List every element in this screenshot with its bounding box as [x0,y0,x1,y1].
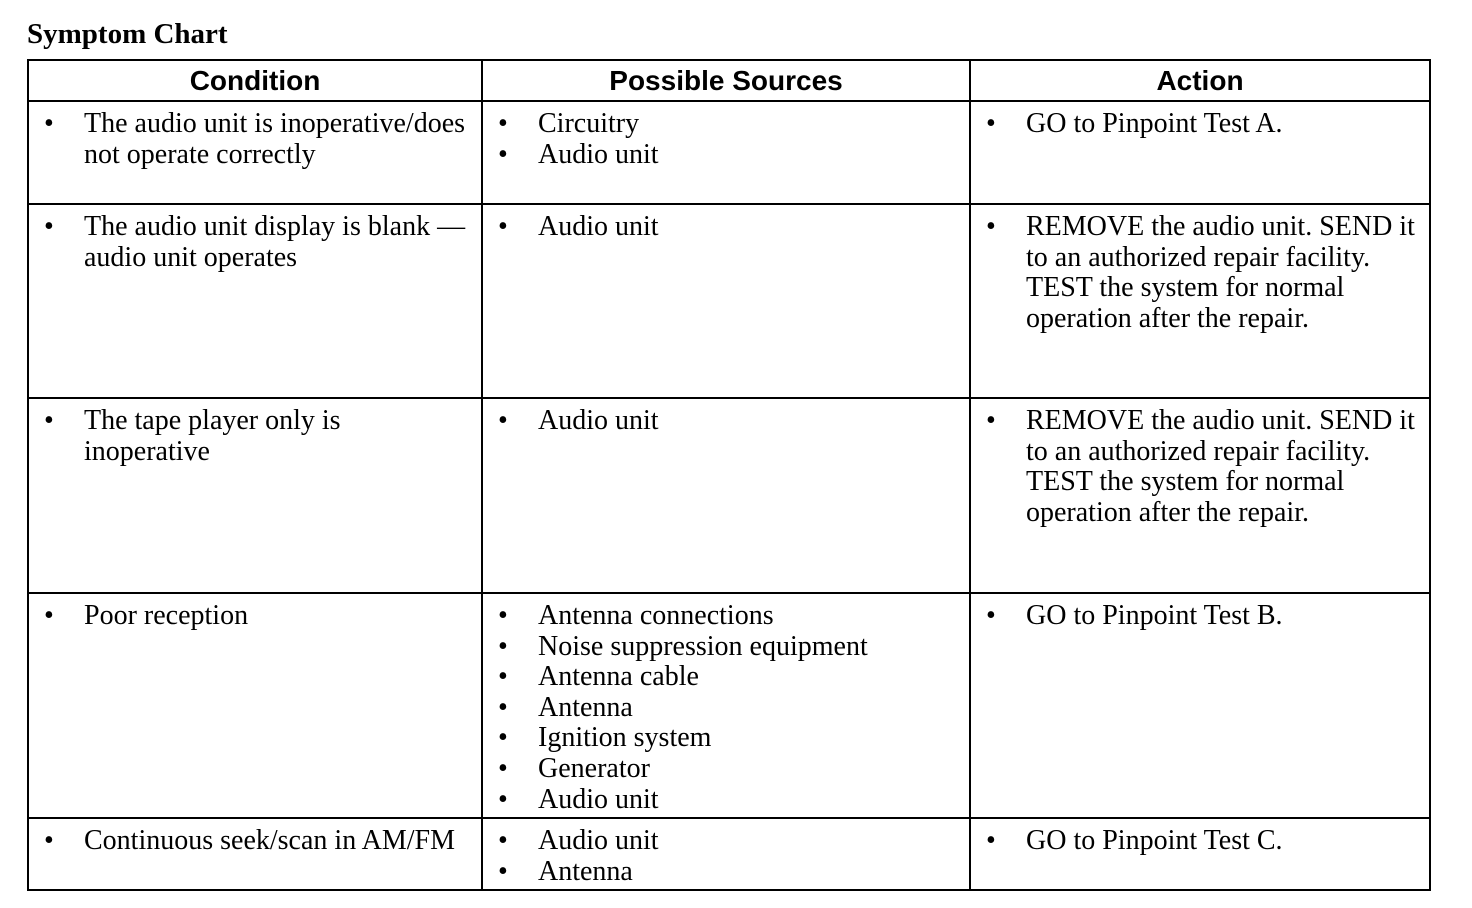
list-item-text: REMOVE the audio unit. SEND it to an authorized repair facility. TEST the system for normal operation after the repair. [1026,211,1415,334]
bullet-icon: • [498,600,508,631]
bullet-list [29,205,481,273]
list-item-text: Circuitry [538,108,640,139]
condition-cell [28,101,482,204]
possible-sources-cell [482,204,970,398]
bullet-icon: • [498,691,508,723]
condition-cell [28,204,482,398]
bullet-icon: • [986,600,996,631]
action-cell [970,593,1430,818]
bullet-icon: • [986,825,996,856]
symptom-table [27,59,1431,891]
action-cell [970,101,1430,204]
list-item [29,826,481,857]
bullet-icon: • [44,825,54,856]
list-item [971,601,1429,632]
bullet-icon: • [498,661,508,693]
bullet-list [971,205,1429,334]
bullet-icon: • [498,211,508,242]
list-item-text: Poor reception [84,600,249,631]
bullet-icon: • [498,752,508,784]
bullet-list [971,399,1429,528]
bullet-icon: • [498,138,508,170]
condition-cell [28,593,482,818]
bullet-icon: • [498,108,508,139]
list-item-text: Noise suppression equipment [538,630,868,662]
list-item [483,693,969,724]
list-item-text: The tape player only is inoperative [84,405,341,467]
list-item-text: Antenna [538,691,633,723]
table-row [28,398,1430,593]
bullet-icon: • [986,108,996,139]
bullet-list [971,819,1429,857]
table-row [28,818,1430,890]
column-header-possible-sources: Possible Sources [482,60,970,101]
bullet-list [29,399,481,467]
list-item [971,109,1429,140]
bullet-icon: • [498,855,508,887]
bullet-list [483,102,969,170]
list-item [483,140,969,171]
list-item [971,826,1429,857]
list-item [483,406,969,437]
list-item-text: Ignition system [538,722,712,754]
possible-sources-cell [482,101,970,204]
list-item-text: GO to Pinpoint Test A. [1026,108,1283,139]
list-item-text: REMOVE the audio unit. SEND it to an authorized repair facility. TEST the system for normal operation after the repair. [1026,405,1415,528]
list-item [483,632,969,663]
bullet-list [483,594,969,815]
bullet-icon: • [986,405,996,436]
list-item-text: Audio unit [538,138,659,170]
bullet-icon: • [498,783,508,815]
bullet-list [483,399,969,437]
bullet-list [483,205,969,243]
possible-sources-cell [482,818,970,890]
condition-cell [28,818,482,890]
bullet-icon: • [498,825,508,856]
list-item-text: Audio unit [538,211,659,242]
bullet-list [29,102,481,170]
list-item [483,785,969,816]
condition-cell [28,398,482,593]
list-item [971,212,1429,334]
list-item-text: Audio unit [538,783,659,815]
list-item [29,406,481,467]
list-item-text: Antenna connections [538,600,774,631]
list-item-text: Audio unit [538,405,659,436]
action-cell [970,398,1430,593]
action-cell [970,818,1430,890]
bullet-list [29,594,481,632]
table-row [28,593,1430,818]
bullet-list [29,819,481,857]
bullet-icon: • [44,108,54,139]
column-header-condition: Condition [28,60,482,101]
list-item-text: Generator [538,752,650,784]
header-row [28,60,1430,101]
possible-sources-cell [482,398,970,593]
list-item [483,109,969,140]
list-item-text: The audio unit display is blank — audio unit operates [84,211,466,273]
list-item-text: Audio unit [538,825,659,856]
list-item [483,601,969,632]
list-item [29,212,481,273]
list-item [483,212,969,243]
list-item [483,857,969,888]
possible-sources-cell [482,593,970,818]
list-item [29,109,481,170]
page-title: Symptom Chart [27,18,228,50]
list-item [29,601,481,632]
bullet-icon: • [986,211,996,242]
list-item-text: Antenna cable [538,661,699,693]
bullet-list [971,102,1429,140]
action-cell [970,204,1430,398]
bullet-icon: • [498,405,508,436]
table-row [28,204,1430,398]
list-item [483,826,969,857]
table-row [28,101,1430,204]
list-item-text: The audio unit is inoperative/does not operate correctly [84,108,466,170]
column-header-action: Action [970,60,1430,101]
bullet-icon: • [498,722,508,754]
list-item-text: GO to Pinpoint Test C. [1026,825,1283,856]
table-body [28,101,1430,890]
bullet-list [971,594,1429,632]
bullet-icon: • [44,405,54,436]
list-item [483,662,969,693]
list-item [971,406,1429,528]
bullet-list [483,819,969,887]
list-item-text: GO to Pinpoint Test B. [1026,600,1283,631]
list-item [483,754,969,785]
bullet-icon: • [498,630,508,662]
list-item-text: Continuous seek/scan in AM/FM [84,825,456,856]
list-item [483,723,969,754]
bullet-icon: • [44,211,54,242]
bullet-icon: • [44,600,54,631]
list-item-text: Antenna [538,855,633,887]
